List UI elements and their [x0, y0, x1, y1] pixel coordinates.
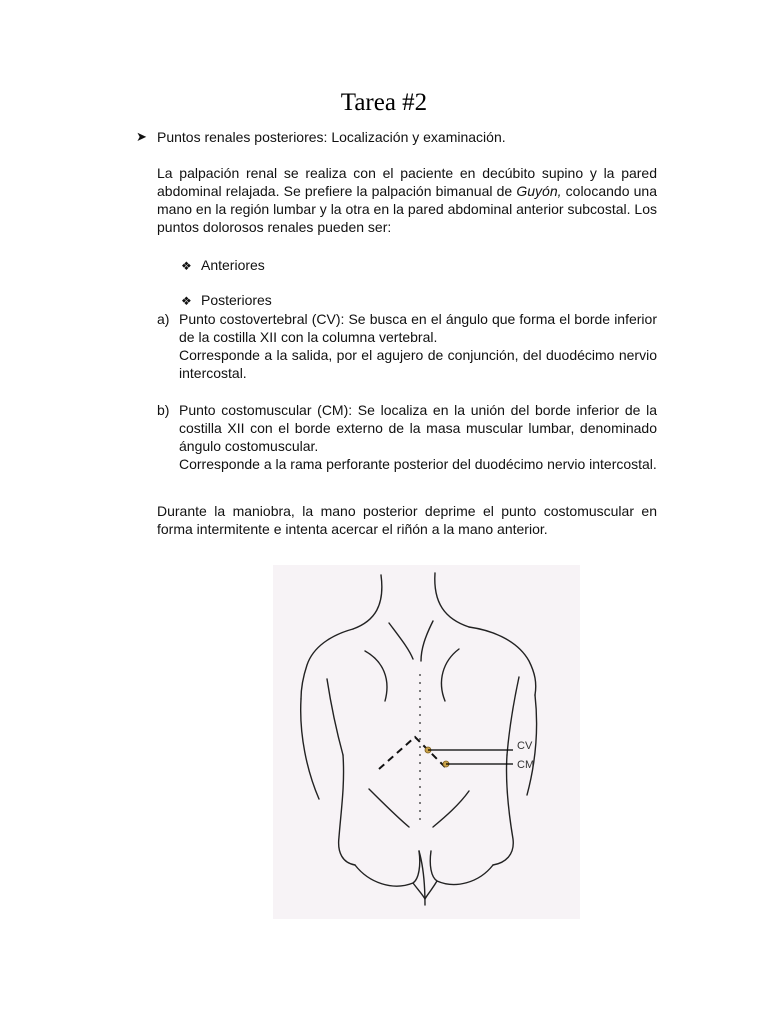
buttock-left-outline [355, 851, 420, 886]
rib-xii-dashed-line [379, 737, 445, 769]
intro-text-after: colocando una mano en la región lumbar y la otra en la pared abdominal anterior subcostal. Los puntos dolorosos renales pueden ser: [157, 183, 657, 235]
buttock-right-outline [430, 851, 493, 884]
arm-left-outline [301, 699, 319, 799]
list-item-label: Posteriores [201, 292, 272, 308]
item-description: Punto costovertebral (CV): Se busca en el ángulo que forma el borde inferior de la costilla XII con la columna vertebral. [179, 311, 657, 345]
item-letter: a) [157, 311, 170, 327]
back-anatomy-figure [273, 565, 580, 919]
intro-text-before: La palpación renal se realiza con el paciente en decúbito supino y la pared abdominal relajada. Se prefiere la palpación bimanual de [157, 165, 657, 199]
torso-right-outline [493, 755, 513, 865]
item-description: Punto costomuscular (CM): Se localiza en la unión del borde inferior de la costilla XII con el borde externo de la masa muscular lumbar, denominado ángulo costomuscular. [179, 402, 657, 454]
iliac-left-line [369, 789, 409, 827]
item-body [179, 310, 657, 382]
diamond-bullet-icon: ❖ [181, 294, 192, 308]
back-anatomy-illustration [273, 565, 580, 919]
trapezius-right-line [421, 621, 433, 661]
trapezius-left-line [389, 623, 413, 659]
neck-right-line [435, 573, 469, 627]
intro-italic: Guyón, [516, 183, 562, 199]
torso-left-outline [339, 755, 355, 865]
armpit-left-line [327, 679, 343, 755]
arrow-bullet-icon: ➤ [136, 129, 147, 144]
page-title: Tarea #2 [340, 89, 428, 116]
iliac-right-line [433, 791, 469, 827]
scapula-left-line [365, 651, 387, 701]
shoulder-right-outline [469, 627, 536, 695]
closing-paragraph [157, 502, 657, 538]
list-item-label: Anteriores [201, 257, 265, 273]
shoulder-left-outline [301, 629, 353, 699]
list-item-posteriores [181, 291, 272, 310]
neck-left-line [353, 575, 382, 629]
diamond-bullet-icon: ❖ [181, 259, 192, 273]
scapula-right-line [441, 649, 459, 701]
section-heading-text: Puntos renales posteriores: Localización y examinación. [157, 129, 506, 145]
item-letter: b) [157, 402, 170, 418]
intro-paragraph [157, 164, 657, 236]
item-correspondence: Corresponde a la salida, por el agujero de conjunción, del duodécimo nervio intercostal. [179, 347, 657, 381]
item-correspondence: Corresponde a la rama perforante posterior del duodécimo nervio intercostal. [179, 456, 657, 472]
item-body [179, 401, 657, 473]
closing-text: Durante la maniobra, la mano posterior deprime el punto costomuscular en forma intermitente e intenta acercar el riñón a la mano anterior. [157, 503, 657, 537]
spine-dots [419, 674, 421, 820]
cm-label: CM [517, 759, 535, 771]
cv-label: CV [517, 740, 533, 752]
list-item-anteriores [181, 256, 265, 275]
